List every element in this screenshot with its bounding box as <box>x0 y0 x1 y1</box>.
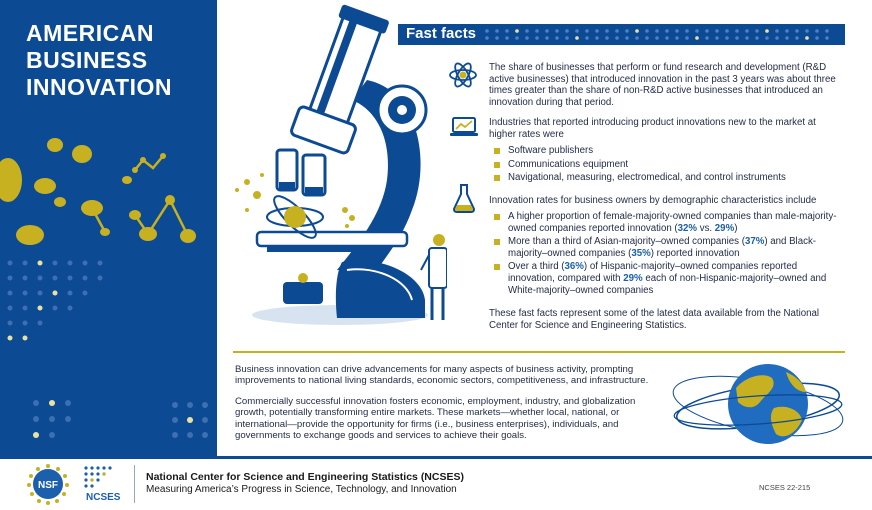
footer <box>0 459 872 510</box>
bullet-square <box>494 148 500 154</box>
demographics-list <box>494 211 846 298</box>
laptop-chart-icon <box>450 116 478 140</box>
svg-text:NSF: NSF <box>38 480 58 491</box>
list-item: Communications equipment <box>494 159 844 171</box>
list-item: Navigational, measuring, electromedical, and control instruments <box>494 172 844 184</box>
dot-pattern <box>484 27 839 42</box>
molecule-illustration <box>0 120 217 456</box>
fast-facts-label: Fast facts <box>406 25 477 42</box>
list-item: A higher proportion of female-majority-owned companies than male-majority-owned companies reported innovation (32% vs. 29%) <box>494 211 846 234</box>
paragraph-advancements: Business innovation can drive advancements for many aspects of business activity, prompting improvements to national living standards, economic sectors, competitiveness, and infrastructure. <box>235 364 649 387</box>
nsf-logo <box>26 463 70 505</box>
microscope-illustration <box>217 0 447 350</box>
list-item: More than a third of Asian-majority–owned companies (37%) and Black-majority–owned companies (35%) reported innovation <box>494 236 846 259</box>
atom-icon <box>448 60 478 90</box>
ncses-logo-dots <box>82 464 122 490</box>
globe-illustration <box>668 358 846 450</box>
organization-tagline: Measuring America’s Progress in Science, Technology, and Innovation <box>146 484 457 495</box>
fact-demographics-intro: Innovation rates for business owners by demographic characteristics include <box>489 195 817 206</box>
fast-facts-header <box>398 24 845 45</box>
footer-divider <box>134 465 135 503</box>
list-item: Over a third (36%) of Hispanic-majority–owned companies reported innovation, compared with 29% each of non-Hispanic-majority–owned and White-majority–owned companies <box>494 261 846 296</box>
page-title: AMERICAN BUSINESS INNOVATION <box>26 20 172 100</box>
ncses-logo-text: NCSES <box>86 492 121 503</box>
publication-id: NCSES 22-215 <box>759 483 811 492</box>
bullet-square <box>494 264 500 270</box>
fast-facts-note: These fast facts represent some of the latest data available from the National Center for Science and Engineering Statistics. <box>489 308 820 331</box>
industries-list <box>494 145 844 186</box>
organization-name: National Center for Science and Engineering Statistics (NCSES) <box>146 471 464 483</box>
paragraph-markets: Commercially successful innovation fosters economic, employment, industry, and globalization growth, potentially transforming entire markets. These markets—whether local, national, or international—provide the opportunity for firms (i.e., business enterprises), individuals, and governments to exchange goods and services to achieve their goals. <box>235 396 636 442</box>
bullet-square <box>494 214 500 220</box>
fact-rd-innovation: The share of businesses that perform or fund research and development (R&D active businesses) that introduced innovation in the past 3 years was about three times greater than the share of non-R&D active businesses that introduced an innovation during that period. <box>489 62 836 108</box>
bullet-square <box>494 175 500 181</box>
flask-icon <box>452 183 476 213</box>
list-item: Software publishers <box>494 145 844 157</box>
bullet-square <box>494 239 500 245</box>
left-banner <box>0 0 217 456</box>
bullet-square <box>494 162 500 168</box>
gold-divider <box>233 351 845 353</box>
fact-industries-intro: Industries that reported introducing product innovations new to the market at higher rates were <box>489 117 816 140</box>
